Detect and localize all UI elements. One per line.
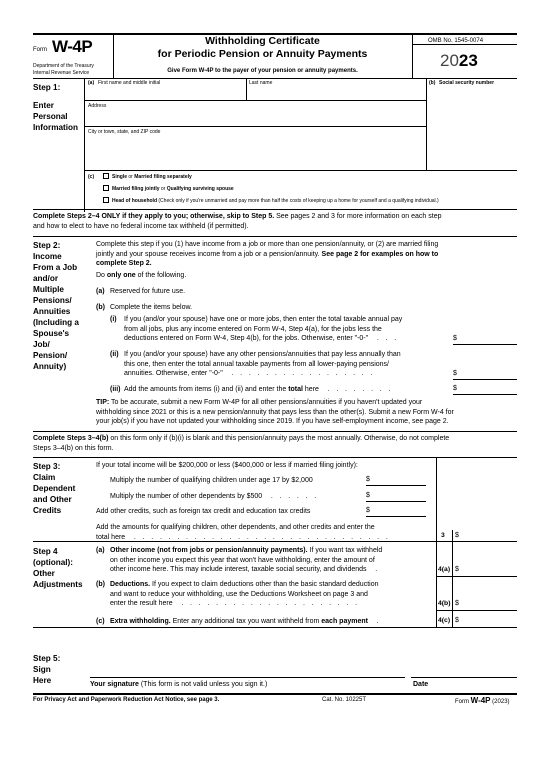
- step4a-amount-field[interactable]: [462, 565, 517, 575]
- last-name-label: Last name: [249, 80, 273, 86]
- step3-children-text: Multiply the number of qualifying children under age 17 by $2,000: [110, 477, 313, 484]
- date-field[interactable]: [411, 663, 517, 677]
- first-name-field[interactable]: [86, 87, 246, 99]
- footer-form-id: Form W-4P (2023): [455, 696, 510, 705]
- last-name-field[interactable]: [248, 87, 426, 99]
- tax-year: 2023: [440, 51, 478, 70]
- city-label: City or town, state, and ZIP code: [88, 129, 161, 135]
- step3-total-field[interactable]: [462, 531, 517, 541]
- step4c-text: Extra withholding. Enter any additional tax you want withheld from each payment .: [110, 618, 381, 625]
- step2b-i-text: If you (and/or your spouse) have one or more jobs, then enter the total taxable annual pay from all jobs, plus any income entered on Form W-4, Step 4(a), for the jobs less the deductions entered on Form W-4, Step 4(b), for the jobs. Otherwise, enter "-0-" . . .: [124, 316, 403, 343]
- omb-number: OMB No. 1545-0074: [428, 38, 484, 44]
- step4b-text: Deductions. If you expect to claim deductions other than the basic standard deduction and want to reduce your withholding, use the Deductions Worksheet on page 3 and enter the result here . . . . . . . . . . . . . . . . . . . . .: [110, 581, 379, 608]
- other-dependents-amount-field[interactable]: [372, 491, 426, 501]
- filing-status-single[interactable]: Single or Married filing separately: [103, 173, 192, 180]
- w4p-form-page: Form W-4P Department of the Treasury Internal Revenue Service Withholding Certificate for Periodic Pension or Annuity Payments Give Form W-4P to the payer of your pension or annuity payments. OMB No. 1545-0074 2023 Step 1: Enter Personal Information (a) First name and middle initial Last name (b) Social security number Address City or town, state, and ZIP code (c) Single or Married filing separately Married filing jointly or Qualifying surviving spouse Head of household (Check only if you're unmarried and pay more than half the costs of keeping up a home for yourself and a qualifying individual.) Complete Steps 2–4 ONLY if they apply to you; otherwise, skip to Step 5. See pages 2 and 3 for more information on each step and how to elect to have no federal income tax withheld (if permitted). Step 2: Income From a Job and/or Multiple Pensions/ Annuities (Including a Spouse's Job/ Pension/ Annuity) Complete this step if you (1) have income from a job or more than one pension/annuity, or (2) are married filing jointly and your spouse receives income from a job or a pension/annuity. See page 2 for examples on how to complete Step 2. Do only one of the following. (a) Reserved for future use. (b) Complete the items below. (i) If you (and/or your spouse) have one or more jobs, then enter the total taxable annual pay from all jobs, plus any income entered on Form W-4, Step 4(a), for the jobs less the deductions entered on Form W-4, Step 4(b), for the jobs. Otherwise, enter "-0-" . . . $ (ii) If you (and/or your spouse) have any other pensions/annuities that pay less annually than this one, then enter the total annual taxable payments from all lower-paying pensions/ annuities. Otherwise, enter "-0-" . . . . . . . . . . . . . . . . . $ (iii) Add the amounts from items (i) and (ii) and enter the total here . . . . . . . . $ TIP: To be accurate, submit a new Form W-4P for all other pensions/annuities if you haven't updated your withholding since 2021 or this is a new pension/annuity that pays less than the other(s). Submit a new Form W-4 for your job(s) if you have not updated your withholding since 2019. If you have self-employment income, see page 2. Complete Steps 3–4(b) on this form only if (b)(i) is blank and this pension/annuity pays the most annually. Otherwise, do not complete Steps 3–4(b) on this form. Step 3: Claim Dependent and Other Credits If your total income will be $200,000 or less ($400,000 or less if married filing jointly): Multiply the number of qualifying children under age 17 by $2,000 $ Multiply the number of other dependents by $500 . . . . . . $ Add other credits, such as foreign tax credit and education tax credits $ Add the amounts for qualifying children, other dependents, and other credits and enter the total here . . . . . . . . . . . . . . . . . . . . . . . . . . . . . . 3 $ Step 4 (optional): Other Adjustments (a) Other income (not from jobs or pension/annuity payments). If you want tax withheld on other income you expect this year that won't have withholding, enter the amount of other income here. This may include interest, taxable social security, and dividends . 4(a) $ (b) Deductions. If you expect to claim deductions other than the basic standard deduction and want to reduce your withholding, use the Deductions Worksheet on page 3 and enter the result here . . . . . . . . . . . . . . . . . . . . . 4(b) $ (c) Extra withholding. Enter any additional tax you want withheld from each payment . 4(c) $ Step 5: Sign Here Your signature (This form is not valid unless you sign it.) Date For Privacy Act and Paperwork Reduction Act Notice, see page 3. Cat. No. 10225T Form W-4P (2023): [0, 0, 550, 777]
- step2b-iii-text: Add the amounts from items (i) and (ii) and enter the total here . . . . . . . .: [124, 386, 393, 393]
- step2b-iii-total-field[interactable]: [460, 384, 517, 394]
- step3-label: Step 3: Claim Dependent and Other Credits: [33, 462, 76, 515]
- filing-status-head-of-household[interactable]: Head of household (Check only if you're unmarried and pay more than half the costs of keeping up a home for yourself and a qualifying individual.): [103, 197, 439, 204]
- address-label: Address: [88, 103, 107, 109]
- ssn-label: Social security number: [439, 80, 495, 86]
- step2a-text: Reserved for future use.: [110, 288, 186, 295]
- ssn-field[interactable]: [428, 87, 517, 99]
- date-label: Date: [413, 681, 429, 688]
- step3-intro: If your total income will be $200,000 or less ($400,000 or less if married filing jointly):: [96, 462, 358, 469]
- city-field[interactable]: [86, 136, 426, 148]
- privacy-notice: For Privacy Act and Paperwork Reduction Act Notice, see page 3.: [33, 697, 220, 703]
- checkbox[interactable]: [103, 185, 109, 191]
- form-title-line2: for Periodic Pension or Annuity Payments: [157, 48, 368, 60]
- step2b-i-amount-field[interactable]: [460, 334, 517, 344]
- step1-label: Step 1:: [33, 83, 61, 92]
- form-subtitle: Give Form W-4P to the payer of your pension or annuity payments.: [167, 68, 358, 74]
- step3-other-dependents-text: Multiply the number of other dependents by $500 . . . . . .: [110, 493, 319, 500]
- irs-text: Internal Revenue Service: [33, 70, 90, 76]
- instructions-steps-2-4: Complete Steps 2–4 ONLY if they apply to you; otherwise, skip to Step 5. See pages 2 and 3 for more information on each step and how to elect to have no federal income tax withheld (if permitted).: [33, 213, 442, 230]
- signature-field[interactable]: [90, 663, 405, 677]
- instructions-steps-3-4b: Complete Steps 3–4(b) on this form only if (b)(i) is blank and this pension/annuity pays the most annually. Otherwise, do not complete Steps 3–4(b) on this form.: [33, 435, 450, 452]
- step2-label: Step 2: Income From a Job and/or Multiple Pensions/ Annuities (Including a Spouse's Job/ Pension/ Annuity): [33, 241, 79, 371]
- step4b-amount-field[interactable]: [462, 599, 517, 609]
- step3-other-credits-text: Add other credits, such as foreign tax credit and education tax credits: [96, 508, 311, 515]
- first-name-label: First name and middle initial: [98, 80, 161, 86]
- form-label: Form: [33, 47, 47, 53]
- form-code: W-4P: [52, 37, 93, 56]
- signature-label: Your signature (This form is not valid unless you sign it.): [90, 681, 268, 688]
- step2b-ii-text: If you (and/or your spouse) have any other pensions/annuities that pay less annually than this one, then enter the total annual taxable payments from all lower-paying pensions/ annuities. Otherwise, enter "-0-" . . . . . . . . . . . . . . . . .: [124, 351, 401, 378]
- step2-tip: TIP: To be accurate, submit a new Form W-4P for all other pensions/annuities if you haven't updated your withholding since 2021 or this is a new pension/annuity that pays less than the other(s). Submit a new Form W-4 for your job(s) if you have not updated your withholding since 2019. If you have self-employment income, see page 2.: [96, 399, 454, 426]
- step5-label: Step 5: Sign Here: [33, 654, 61, 685]
- qualifying-children-amount-field[interactable]: [372, 475, 426, 485]
- step4c-amount-field[interactable]: [462, 616, 517, 626]
- step3-total-text: Add the amounts for qualifying children, other dependents, and other credits and enter the total here . . . . . . . . . . . . . . . . . . . . . . . . . . . . . .: [96, 524, 391, 541]
- catalog-number: Cat. No. 10225T: [322, 697, 367, 703]
- step4a-text: Other income (not from jobs or pension/annuity payments). If you want tax withheld on other income you expect this year that won't have withholding, enter the amount of other income here. This may include interest, taxable social security, and dividends .: [110, 547, 383, 574]
- other-credits-amount-field[interactable]: [372, 506, 426, 516]
- checkbox[interactable]: [103, 197, 109, 203]
- step2b-ii-amount-field[interactable]: [460, 369, 517, 379]
- step2b-text: Complete the items below.: [110, 304, 193, 311]
- filing-status-married-jointly[interactable]: Married filing jointly or Qualifying surviving spouse: [103, 185, 234, 192]
- step2-intro: Complete this step if you (1) have income from a job or more than one pension/annuity, or (2) are married filing jointly and your spouse receives income from a job or a pension/annuity. See page 2 for examples on how to complete Step 2. Do only one of the following.: [96, 241, 439, 279]
- form-title-line1: Withholding Certificate: [205, 35, 320, 47]
- step4-label: Step 4 (optional): Other Adjustments: [33, 547, 83, 589]
- checkbox[interactable]: [103, 173, 109, 179]
- address-field[interactable]: [86, 110, 426, 124]
- department-text: Department of the Treasury: [33, 63, 94, 69]
